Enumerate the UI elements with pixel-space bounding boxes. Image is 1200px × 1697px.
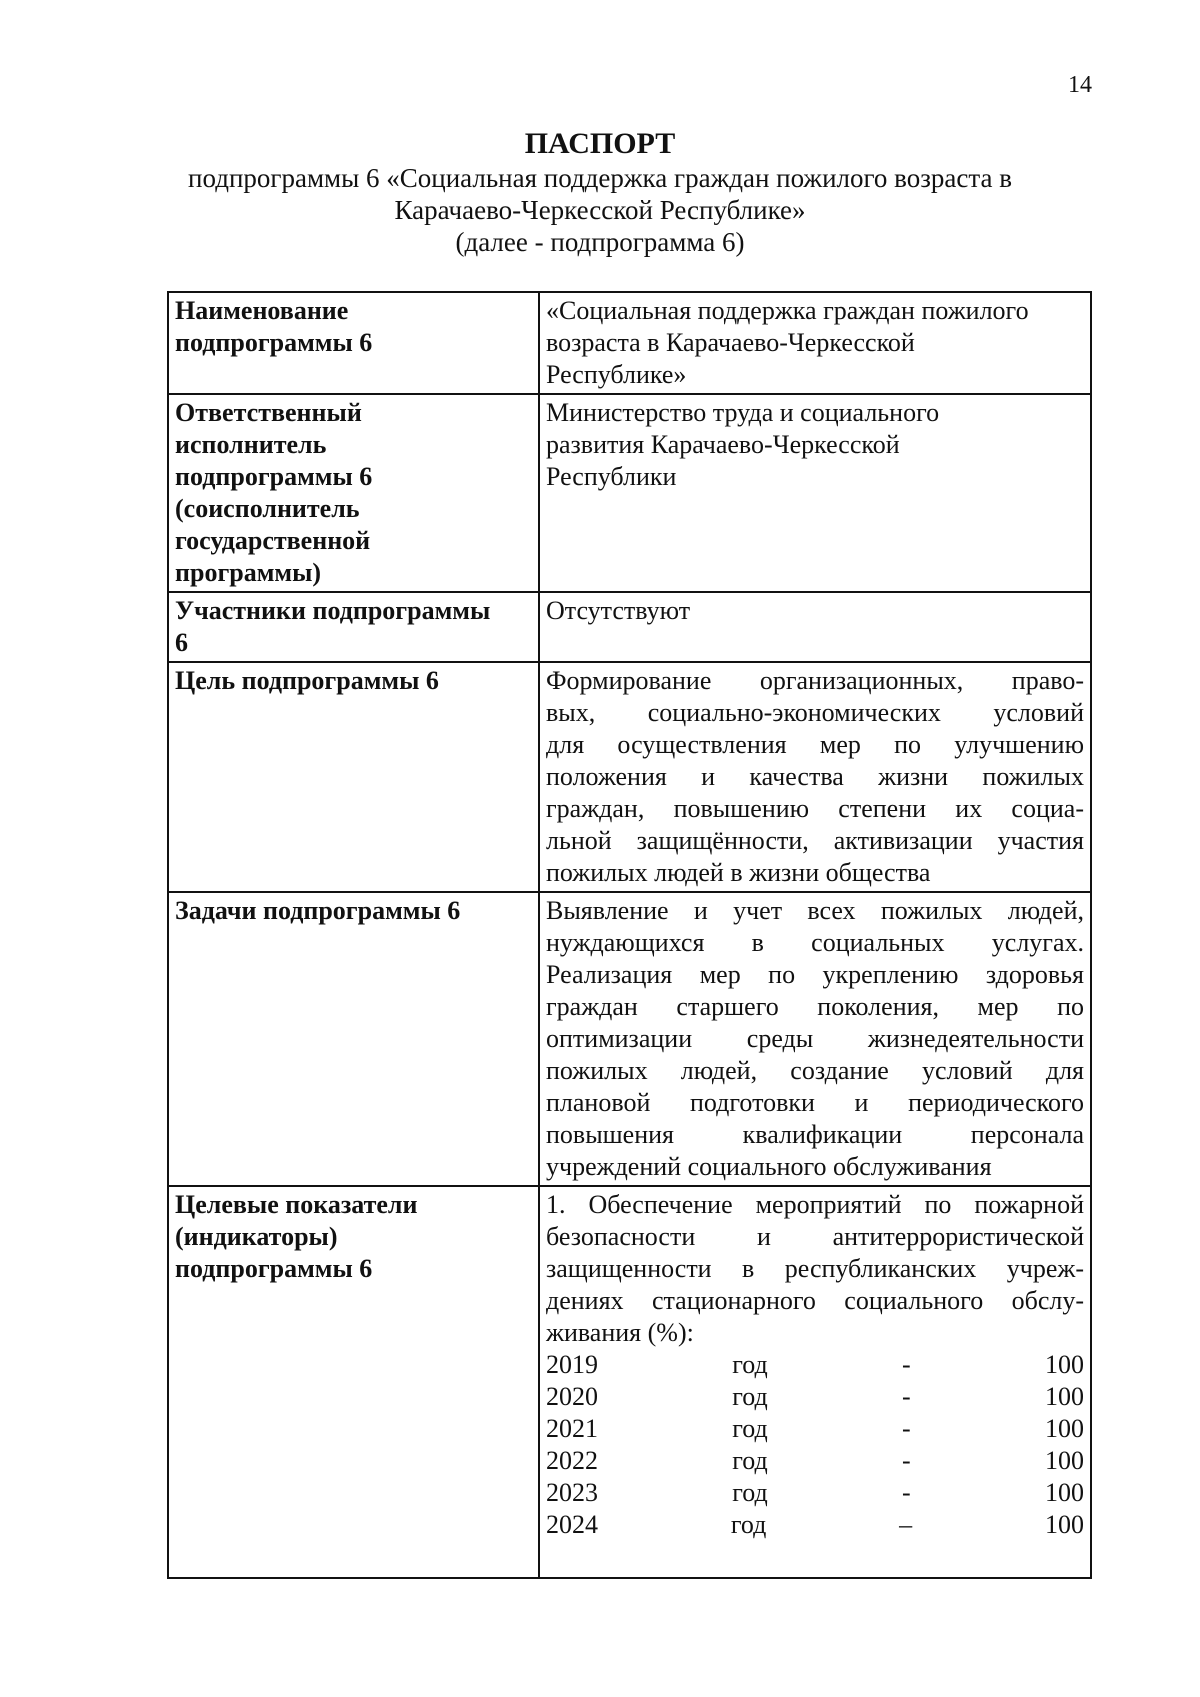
table-row <box>168 892 1091 1186</box>
document-heading <box>150 126 1050 258</box>
row-value-tasks: Выявление и учет всех пожилых людей, нуждающихся в социальных услугах. Реализация мер по укреплению здоровья граждан старшего поколения, мер по оптимизации среды жизнедеятельности пожилых людей, создание условий для плановой подготовки и периодического повышения квалификации персонала учреждений социального обслуживания <box>539 892 1091 1186</box>
row-label-goal: Цель подпрограммы 6 <box>168 662 539 892</box>
row-value-indicators: 1. Обеспечение мероприятий по пожарной безопасности и антитеррористической защищенности в республиканских учреж- дениях стационарного социального обслу- живания (%): 2019 год - 100 2020 год - 100 2021 год - 100 2022 год - 100 2023 год - 100 2024 год – 100 <box>539 1186 1091 1578</box>
table-row <box>168 292 1091 394</box>
page-number: 14 <box>1068 72 1092 98</box>
table-row <box>168 1186 1091 1578</box>
row-label-tasks: Задачи подпрограммы 6 <box>168 892 539 1186</box>
list-item: 2020 год - 100 <box>546 1382 1084 1411</box>
document-title: ПАСПОРТ <box>524 127 676 160</box>
table-row <box>168 662 1091 892</box>
list-item: 2021 год - 100 <box>546 1414 1084 1443</box>
subtitle-line-2: Карачаево-Черкесской Республике» <box>394 195 806 225</box>
table-row <box>168 592 1091 662</box>
subtitle-line-3: (далее - подпрограмма 6) <box>455 227 745 257</box>
row-label-participants: Участники подпрограммы 6 <box>168 592 539 662</box>
row-value-participants: Отсутствуют <box>539 592 1091 662</box>
list-item: 2022 год - 100 <box>546 1446 1084 1475</box>
list-item: 2019 год - 100 <box>546 1350 1084 1379</box>
list-item: 2024 год – 100 <box>546 1510 1084 1539</box>
row-label-indicators: Целевые показатели (индикаторы) подпрограммы 6 <box>168 1186 539 1578</box>
passport-table <box>167 291 1092 1579</box>
row-value-goal: Формирование организационных, право- вых, социально-экономических условий для осуществления мер по улучшению положения и качества жизни пожилых граждан, повышению степени их социа- льной защищённости, активизации участия пожилых людей в жизни общества <box>539 662 1091 892</box>
row-label-executor: Ответственный исполнитель подпрограммы 6 (соисполнитель государственной программы) <box>168 394 539 592</box>
table-row <box>168 394 1091 592</box>
row-value-executor: Министерство труда и социального развития Карачаево-Черкесской Республики <box>539 394 1091 592</box>
row-label-name: Наименование подпрограммы 6 <box>168 292 539 394</box>
indicator-years-list <box>546 1349 1084 1541</box>
subtitle-line-1: подпрограммы 6 «Социальная поддержка граждан пожилого возраста в <box>188 163 1012 193</box>
row-value-name: «Социальная поддержка граждан пожилого возраста в Карачаево-Черкесской Республике» <box>539 292 1091 394</box>
list-item: 2023 год - 100 <box>546 1478 1084 1507</box>
